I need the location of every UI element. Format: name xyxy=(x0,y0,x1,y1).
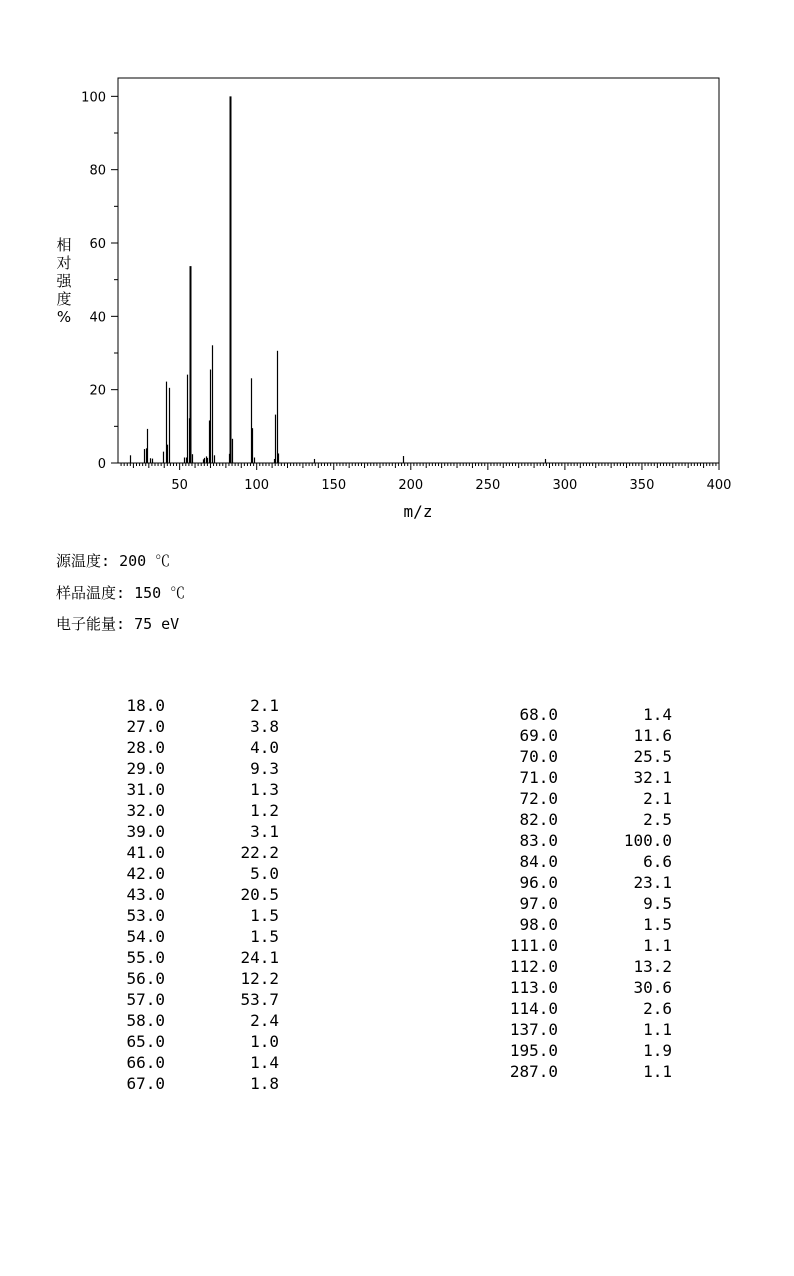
abundance-value: 13.2 xyxy=(633,957,672,976)
mz-value: 287.0 xyxy=(509,1062,558,1081)
abundance-value: 11.6 xyxy=(633,726,672,745)
y-tick-label: 0 xyxy=(97,457,106,472)
abundance-value: 1.1 xyxy=(643,936,672,955)
sample-temperature-label: 样品温度: xyxy=(56,584,126,602)
abundance-value: 1.3 xyxy=(250,780,279,799)
mz-value: 54.0 xyxy=(126,927,165,946)
mz-value: 83.0 xyxy=(519,831,558,850)
abundance-value: 1.4 xyxy=(643,705,672,724)
mz-value: 96.0 xyxy=(519,873,558,892)
abundance-value: 4.0 xyxy=(250,738,279,757)
abundance-value: 1.2 xyxy=(250,801,279,820)
abundance-value: 6.6 xyxy=(643,852,672,871)
mz-value: 111.0 xyxy=(509,936,558,955)
sample-temperature xyxy=(56,584,185,602)
y-tick-label: 20 xyxy=(89,383,106,399)
electron-energy xyxy=(56,615,179,633)
x-tick-label: 150 xyxy=(321,478,347,493)
mass-spectrum-chart xyxy=(0,0,794,530)
x-tick-label: 50 xyxy=(171,478,188,493)
abundance-value: 1.9 xyxy=(643,1041,672,1060)
abundance-value: 25.5 xyxy=(633,747,672,766)
mz-value: 39.0 xyxy=(126,822,165,841)
mz-value: 84.0 xyxy=(519,852,558,871)
abundance-value: 1.1 xyxy=(643,1020,672,1039)
y-tick-label: 80 xyxy=(89,163,106,179)
abundance-value: 30.6 xyxy=(633,978,672,997)
mz-value: 31.0 xyxy=(126,780,165,799)
mz-value: 29.0 xyxy=(126,759,165,778)
abundance-value: 100.0 xyxy=(623,831,672,850)
abundance-value: 2.4 xyxy=(250,1011,279,1030)
x-axis xyxy=(121,463,731,493)
mz-value: 42.0 xyxy=(126,864,165,883)
x-axis-label: m/z xyxy=(403,502,433,521)
x-tick-label: 400 xyxy=(706,478,732,493)
abundance-value: 2.6 xyxy=(643,999,672,1018)
abundance-value: 9.5 xyxy=(643,894,672,913)
mz-value: 57.0 xyxy=(126,990,165,1009)
x-tick-label: 350 xyxy=(629,478,655,493)
x-tick-label: 300 xyxy=(552,478,578,493)
y-axis xyxy=(81,90,118,472)
mz-value: 69.0 xyxy=(519,726,558,745)
abundance-value: 1.1 xyxy=(643,1062,672,1081)
source-temperature-value: 200 ℃ xyxy=(119,552,171,570)
abundance-value: 3.1 xyxy=(250,822,279,841)
abundance-value: 12.2 xyxy=(240,969,279,988)
x-tick-label: 100 xyxy=(244,478,270,493)
mz-value: 28.0 xyxy=(126,738,165,757)
mz-value: 71.0 xyxy=(519,768,558,787)
y-tick-label: 60 xyxy=(89,237,106,252)
abundance-value: 1.0 xyxy=(250,1032,279,1051)
mz-value: 112.0 xyxy=(509,957,558,976)
x-tick-label: 200 xyxy=(398,478,424,493)
abundance-value: 23.1 xyxy=(633,873,672,892)
y-tick-label: 100 xyxy=(81,90,106,106)
abundance-value: 1.5 xyxy=(250,927,279,946)
mz-value: 195.0 xyxy=(509,1041,558,1060)
peak-bars xyxy=(131,96,546,463)
abundance-value: 9.3 xyxy=(250,759,279,778)
abundance-value: 22.2 xyxy=(240,843,279,862)
mz-value: 98.0 xyxy=(519,915,558,934)
mz-value: 58.0 xyxy=(126,1011,165,1030)
abundance-value: 24.1 xyxy=(240,948,279,967)
y-axis-label: 相对强度% xyxy=(56,236,72,326)
mz-value: 72.0 xyxy=(519,789,558,808)
mz-value: 27.0 xyxy=(126,717,165,736)
mz-value: 56.0 xyxy=(126,969,165,988)
mz-value: 55.0 xyxy=(126,948,165,967)
abundance-value: 53.7 xyxy=(240,990,279,1009)
mz-value: 53.0 xyxy=(126,906,165,925)
electron-energy-value: 75 eV xyxy=(134,615,180,633)
abundance-value: 2.1 xyxy=(250,696,279,715)
mz-value: 67.0 xyxy=(126,1074,165,1093)
abundance-value: 32.1 xyxy=(633,768,672,787)
abundance-value: 1.4 xyxy=(250,1053,279,1072)
abundance-value: 1.8 xyxy=(250,1074,279,1093)
y-tick-label: 40 xyxy=(89,310,106,326)
abundance-value: 2.1 xyxy=(643,789,672,808)
plot-frame xyxy=(118,78,719,463)
abundance-value: 1.5 xyxy=(643,915,672,934)
abundance-value: 2.5 xyxy=(643,810,672,829)
abundance-value: 20.5 xyxy=(240,885,279,904)
x-tick-label: 250 xyxy=(475,478,501,493)
abundance-value: 5.0 xyxy=(250,864,279,883)
mz-value: 113.0 xyxy=(509,978,558,997)
abundance-value: 3.8 xyxy=(250,717,279,736)
mz-value: 114.0 xyxy=(509,999,558,1018)
mz-value: 97.0 xyxy=(519,894,558,913)
mz-value: 82.0 xyxy=(519,810,558,829)
mz-value: 68.0 xyxy=(519,705,558,724)
source-temperature-label: 源温度: xyxy=(56,552,111,570)
mz-value: 70.0 xyxy=(519,747,558,766)
abundance-value: 1.5 xyxy=(250,906,279,925)
mz-value: 18.0 xyxy=(126,696,165,715)
electron-energy-label: 电子能量: xyxy=(56,615,126,633)
mz-value: 41.0 xyxy=(126,843,165,862)
mz-value: 66.0 xyxy=(126,1053,165,1072)
source-temperature xyxy=(56,552,170,570)
mz-value: 43.0 xyxy=(126,885,165,904)
mz-value: 137.0 xyxy=(509,1020,558,1039)
mz-value: 65.0 xyxy=(126,1032,165,1051)
sample-temperature-value: 150 ℃ xyxy=(134,584,186,602)
mz-value: 32.0 xyxy=(126,801,165,820)
